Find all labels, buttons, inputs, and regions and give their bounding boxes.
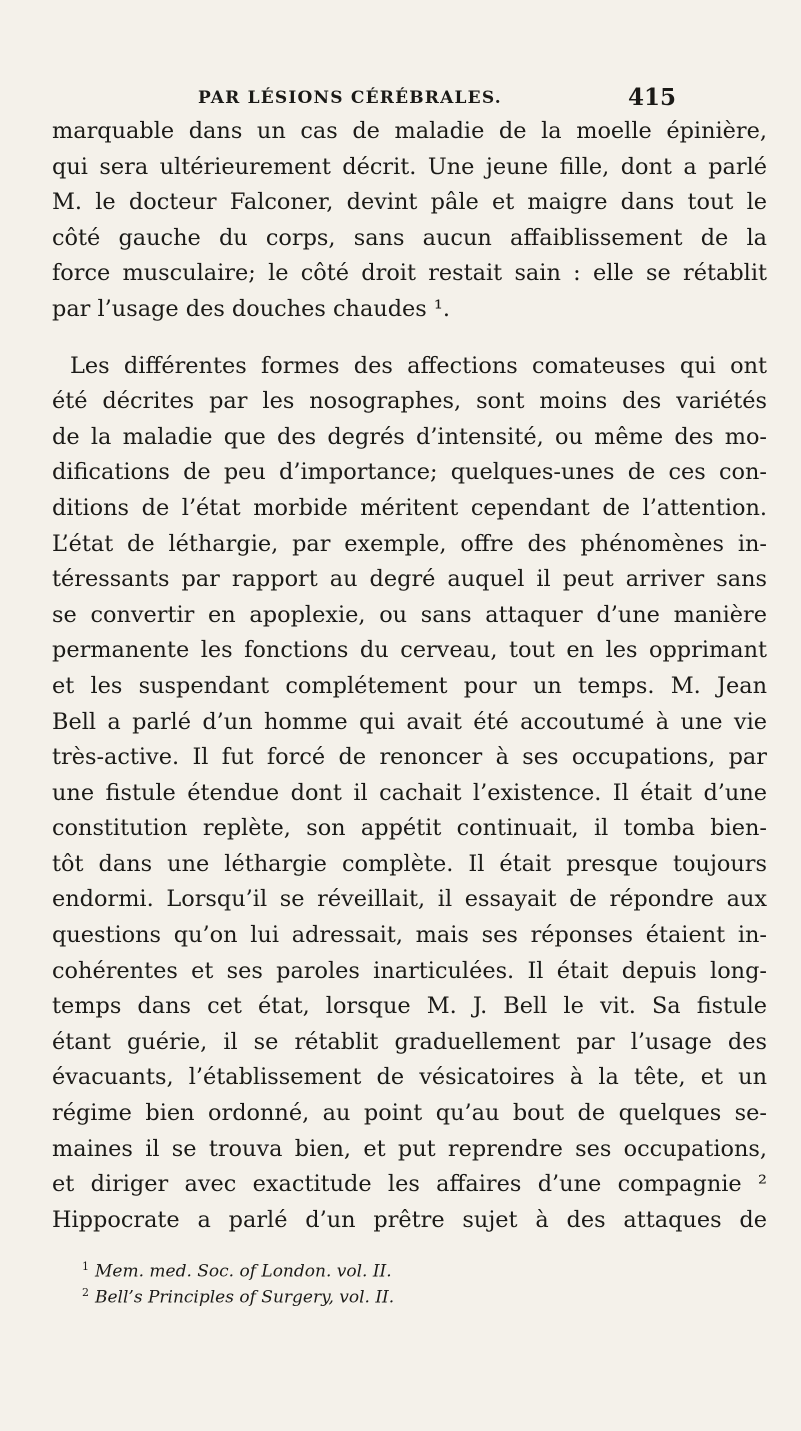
- text-line: été décrites par les nosographes, sont moins des variétés: [52, 388, 767, 415]
- text-line: questions qu’on lui adressait, mais ses réponses étaient in-: [52, 922, 767, 949]
- footnotes: [82, 1254, 742, 1306]
- footnote-text: Mem. med. Soc. of London. vol. II.: [95, 1261, 392, 1282]
- text-line: téressants par rapport au degré auquel il peut arriver sans: [52, 566, 767, 593]
- footnote-mark: 1: [82, 1260, 89, 1273]
- text-line: et diriger avec exactitude les affaires d’une compagnie ²: [52, 1171, 767, 1198]
- text-line: par l’usage des douches chaudes ¹.: [52, 295, 451, 322]
- footnote: [82, 1280, 742, 1306]
- footnote: [82, 1254, 742, 1280]
- text-line: force musculaire; le côté droit restait sain : elle se rétablit: [52, 260, 767, 287]
- text-line: constitution replète, son appétit continuait, il tomba bien-: [52, 815, 767, 842]
- paragraph-1: [52, 114, 767, 328]
- text-line: se convertir en apoplexie, ou sans attaquer d’une manière: [52, 601, 767, 628]
- page-number: 415: [628, 84, 677, 111]
- text-line: cohérentes et ses paroles inarticulées. Il était depuis long-: [52, 957, 767, 984]
- footnote-mark: 2: [82, 1286, 89, 1299]
- text-line: côté gauche du corps, sans aucun affaiblissement de la: [52, 224, 767, 251]
- text-line: temps dans cet état, lorsque M. J. Bell le vit. Sa fistule: [52, 993, 767, 1020]
- text-line: L’état de léthargie, par exemple, offre des phénomènes in-: [52, 530, 767, 557]
- text-line: permanente les fonctions du cerveau, tout en les opprimant: [52, 637, 767, 664]
- text-line: une fistule étendue dont il cachait l’existence. Il était d’une: [52, 779, 767, 806]
- paragraph-gap: [52, 328, 767, 349]
- text-line: M. le docteur Falconer, devint pâle et maigre dans tout le: [52, 189, 767, 216]
- text-line: tôt dans une léthargie complète. Il était presque toujours: [52, 850, 767, 877]
- body-text: [52, 114, 767, 1238]
- text-line: endormi. Lorsqu’il se réveillait, il essayait de répondre aux: [52, 886, 767, 913]
- text-line: évacuants, l’établissement de vésicatoires à la tête, et un: [52, 1064, 767, 1091]
- text-line: Les différentes formes des affections comateuses qui ont: [70, 352, 767, 379]
- text-line: qui sera ultérieurement décrit. Une jeune fille, dont a parlé: [52, 153, 767, 180]
- text-line: Hippocrate a parlé d’un prêtre sujet à des attaques de: [52, 1206, 767, 1233]
- text-line: ditions de l’état morbide méritent cependant de l’attention.: [52, 494, 767, 521]
- text-line: marquable dans un cas de maladie de la moelle épinière,: [52, 118, 767, 144]
- text-line: et les suspendant complétement pour un temps. M. Jean: [52, 672, 767, 699]
- text-line: Bell a parlé d’un homme qui avait été accoutumé à une vie: [52, 708, 767, 735]
- text-line: régime bien ordonné, au point qu’au bout de quelques se-: [52, 1100, 767, 1127]
- text-line: très-active. Il fut forcé de renoncer à ses occupations, par: [52, 744, 767, 771]
- text-line: difications de peu d’importance; quelques-unes de ces con-: [52, 459, 767, 486]
- paragraph-2: [52, 349, 767, 1239]
- footnote-text: Bell’s Principles of Surgery, vol. II.: [95, 1287, 395, 1308]
- running-title: PAR LÉSIONS CÉRÉBRALES.: [198, 88, 502, 108]
- text-line: de la maladie que des degrés d’intensité, ou même des mo-: [52, 423, 767, 450]
- text-line: maines il se trouva bien, et put reprendre ses occupations,: [52, 1135, 767, 1162]
- text-line: étant guérie, il se rétablit graduellement par l’usage des: [52, 1028, 767, 1055]
